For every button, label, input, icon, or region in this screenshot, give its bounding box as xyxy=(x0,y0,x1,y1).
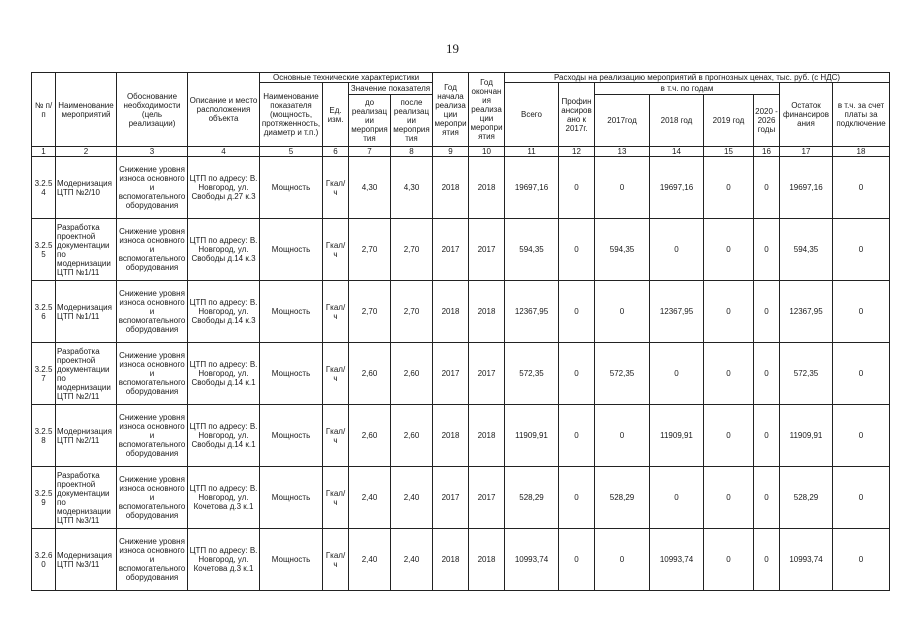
cell-y2017: 0 xyxy=(595,405,650,467)
column-number-row xyxy=(32,147,890,157)
cell-location: ЦТП по адресу: В. Новгород, ул. Кочетова д.3 к.1 xyxy=(188,529,260,591)
header-tech: Основные технические характеристики xyxy=(260,73,433,83)
cell-after: 2,60 xyxy=(391,405,433,467)
col-number: 10 xyxy=(469,147,505,157)
col-number: 8 xyxy=(391,147,433,157)
header-location: Описание и место расположения объекта xyxy=(188,73,260,147)
cell-y2019: 0 xyxy=(704,405,754,467)
table-row xyxy=(32,467,890,529)
cell-before: 2,40 xyxy=(349,467,391,529)
cell-funded: 0 xyxy=(559,219,595,281)
col-number: 2 xyxy=(56,147,117,157)
cell-start: 2018 xyxy=(433,529,469,591)
col-number: 5 xyxy=(260,147,323,157)
table-row xyxy=(32,529,890,591)
header-name: Наименование мероприятий xyxy=(56,73,117,147)
header-reason: Обоснование необходимости (цель реализации) xyxy=(117,73,188,147)
cell-y2018: 10993,74 xyxy=(650,529,704,591)
cell-n: 3.2.59 xyxy=(32,467,56,529)
col-number: 4 xyxy=(188,147,260,157)
cell-start: 2017 xyxy=(433,219,469,281)
table-body xyxy=(32,157,890,591)
cell-name: Модернизация ЦТП №1/11 xyxy=(56,281,117,343)
cell-fee: 0 xyxy=(833,157,890,219)
cell-total: 594,35 xyxy=(505,219,559,281)
cell-end: 2018 xyxy=(469,405,505,467)
cell-location: ЦТП по адресу: В. Новгород, ул. Свободы д.27 к.3 xyxy=(188,157,260,219)
col-number: 17 xyxy=(780,147,833,157)
header-unit: Ед. изм. xyxy=(323,83,349,147)
cell-y2020: 0 xyxy=(754,529,780,591)
cell-total: 11909,91 xyxy=(505,405,559,467)
cell-total: 10993,74 xyxy=(505,529,559,591)
cell-fee: 0 xyxy=(833,467,890,529)
cell-reason: Снижение уровня износа основного и вспомогательного оборудования xyxy=(117,467,188,529)
header-by-years: в т.ч. по годам xyxy=(595,83,780,95)
cell-end: 2018 xyxy=(469,529,505,591)
cell-y2018: 12367,95 xyxy=(650,281,704,343)
cell-end: 2017 xyxy=(469,467,505,529)
cell-name: Модернизация ЦТП №3/11 xyxy=(56,529,117,591)
cell-remain: 12367,95 xyxy=(780,281,833,343)
header-funded: Профинансировано к 2017г. xyxy=(559,83,595,147)
cell-start: 2017 xyxy=(433,467,469,529)
cell-after: 2,40 xyxy=(391,529,433,591)
cell-fee: 0 xyxy=(833,281,890,343)
cell-n: 3.2.54 xyxy=(32,157,56,219)
table-row xyxy=(32,281,890,343)
cell-y2019: 0 xyxy=(704,281,754,343)
cell-total: 12367,95 xyxy=(505,281,559,343)
cell-n: 3.2.57 xyxy=(32,343,56,405)
cell-y2017: 0 xyxy=(595,157,650,219)
cell-reason: Снижение уровня износа основного и вспомогательного оборудования xyxy=(117,219,188,281)
cell-funded: 0 xyxy=(559,529,595,591)
cell-param: Мощность xyxy=(260,343,323,405)
cell-reason: Снижение уровня износа основного и вспомогательного оборудования xyxy=(117,405,188,467)
col-number: 6 xyxy=(323,147,349,157)
cell-y2019: 0 xyxy=(704,157,754,219)
cell-before: 2,60 xyxy=(349,405,391,467)
cell-fee: 0 xyxy=(833,343,890,405)
cell-reason: Снижение уровня износа основного и вспомогательного оборудования xyxy=(117,343,188,405)
cell-unit: Гкал/ч xyxy=(323,529,349,591)
cell-y2017: 594,35 xyxy=(595,219,650,281)
cell-after: 2,70 xyxy=(391,219,433,281)
cell-remain: 11909,91 xyxy=(780,405,833,467)
table-row xyxy=(32,405,890,467)
header-y2020: 2020 - 2026 годы xyxy=(754,95,780,147)
cell-reason: Снижение уровня износа основного и вспомогательного оборудования xyxy=(117,529,188,591)
header-start: Год начала реализации мероприятия xyxy=(433,73,469,147)
cell-before: 2,70 xyxy=(349,281,391,343)
cell-param: Мощность xyxy=(260,157,323,219)
col-number: 18 xyxy=(833,147,890,157)
header-fee: в т.ч. за счет платы за подключение xyxy=(833,83,890,147)
cell-n: 3.2.58 xyxy=(32,405,56,467)
cell-remain: 19697,16 xyxy=(780,157,833,219)
page-number: 19 xyxy=(446,41,459,56)
header-after: после реализации мероприятия xyxy=(391,95,433,147)
header-costs: Расходы на реализацию мероприятий в прогнозных ценах, тыс. руб. (с НДС) xyxy=(505,73,890,83)
cell-y2019: 0 xyxy=(704,219,754,281)
cell-y2017: 0 xyxy=(595,529,650,591)
col-number: 15 xyxy=(704,147,754,157)
header-remain: Остаток финансирования xyxy=(780,83,833,147)
col-number: 13 xyxy=(595,147,650,157)
cell-y2020: 0 xyxy=(754,343,780,405)
cell-param: Мощность xyxy=(260,219,323,281)
header-param-name: Наименование показателя (мощность, протяженность, диаметр и т.п.) xyxy=(260,83,323,147)
col-number: 1 xyxy=(32,147,56,157)
cell-y2020: 0 xyxy=(754,219,780,281)
cell-location: ЦТП по адресу: В. Новгород, ул. Свободы д.14 к.1 xyxy=(188,405,260,467)
cell-n: 3.2.56 xyxy=(32,281,56,343)
col-number: 11 xyxy=(505,147,559,157)
cell-location: ЦТП по адресу: В. Новгород, ул. Свободы д.14 к.1 xyxy=(188,343,260,405)
investment-table xyxy=(31,72,890,591)
col-number: 14 xyxy=(650,147,704,157)
cell-total: 19697,16 xyxy=(505,157,559,219)
cell-name: Разработка проектной документации по модернизации ЦТП №1/11 xyxy=(56,219,117,281)
cell-after: 2,60 xyxy=(391,343,433,405)
cell-start: 2018 xyxy=(433,281,469,343)
cell-end: 2018 xyxy=(469,281,505,343)
cell-after: 2,40 xyxy=(391,467,433,529)
cell-before: 4,30 xyxy=(349,157,391,219)
cell-y2018: 19697,16 xyxy=(650,157,704,219)
cell-n: 3.2.55 xyxy=(32,219,56,281)
cell-y2018: 0 xyxy=(650,219,704,281)
cell-fee: 0 xyxy=(833,219,890,281)
header-value: Значение показателя xyxy=(349,83,433,95)
cell-param: Мощность xyxy=(260,281,323,343)
cell-location: ЦТП по адресу: В. Новгород, ул. Свободы д.14 к.3 xyxy=(188,219,260,281)
cell-n: 3.2.60 xyxy=(32,529,56,591)
cell-start: 2018 xyxy=(433,157,469,219)
cell-unit: Гкал/ч xyxy=(323,405,349,467)
cell-unit: Гкал/ч xyxy=(323,281,349,343)
cell-y2019: 0 xyxy=(704,343,754,405)
col-number: 3 xyxy=(117,147,188,157)
header-total: Всего xyxy=(505,83,559,147)
cell-unit: Гкал/ч xyxy=(323,467,349,529)
col-number: 12 xyxy=(559,147,595,157)
header-n: № п/п xyxy=(32,73,56,147)
cell-total: 528,29 xyxy=(505,467,559,529)
cell-y2020: 0 xyxy=(754,467,780,529)
cell-name: Разработка проектной документации по модернизации ЦТП №3/11 xyxy=(56,467,117,529)
cell-remain: 572,35 xyxy=(780,343,833,405)
header-y2017: 2017год xyxy=(595,95,650,147)
cell-remain: 528,29 xyxy=(780,467,833,529)
cell-start: 2017 xyxy=(433,343,469,405)
cell-y2019: 0 xyxy=(704,467,754,529)
cell-start: 2018 xyxy=(433,405,469,467)
cell-y2018: 0 xyxy=(650,467,704,529)
header-end: Год окончания реализации мероприятия xyxy=(469,73,505,147)
header-before: до реализации мероприятия xyxy=(349,95,391,147)
cell-y2018: 0 xyxy=(650,343,704,405)
cell-funded: 0 xyxy=(559,343,595,405)
cell-funded: 0 xyxy=(559,281,595,343)
header-y2018: 2018 год xyxy=(650,95,704,147)
cell-end: 2018 xyxy=(469,157,505,219)
cell-y2017: 572,35 xyxy=(595,343,650,405)
cell-y2017: 0 xyxy=(595,281,650,343)
table-row xyxy=(32,157,890,219)
cell-funded: 0 xyxy=(559,467,595,529)
cell-funded: 0 xyxy=(559,405,595,467)
cell-before: 2,40 xyxy=(349,529,391,591)
cell-param: Мощность xyxy=(260,405,323,467)
cell-end: 2017 xyxy=(469,219,505,281)
col-number: 16 xyxy=(754,147,780,157)
cell-fee: 0 xyxy=(833,405,890,467)
cell-reason: Снижение уровня износа основного и вспомогательного оборудования xyxy=(117,281,188,343)
cell-name: Разработка проектной документации по модернизации ЦТП №2/11 xyxy=(56,343,117,405)
cell-y2020: 0 xyxy=(754,405,780,467)
col-number: 9 xyxy=(433,147,469,157)
cell-unit: Гкал/ч xyxy=(323,219,349,281)
cell-name: Модернизация ЦТП №2/10 xyxy=(56,157,117,219)
header-y2019: 2019 год xyxy=(704,95,754,147)
cell-param: Мощность xyxy=(260,529,323,591)
cell-before: 2,60 xyxy=(349,343,391,405)
cell-remain: 10993,74 xyxy=(780,529,833,591)
cell-y2020: 0 xyxy=(754,157,780,219)
cell-y2020: 0 xyxy=(754,281,780,343)
cell-location: ЦТП по адресу: В. Новгород, ул. Свободы д.14 к.3 xyxy=(188,281,260,343)
table-row xyxy=(32,219,890,281)
cell-location: ЦТП по адресу: В. Новгород, ул. Кочетова д.3 к.1 xyxy=(188,467,260,529)
cell-param: Мощность xyxy=(260,467,323,529)
table-header xyxy=(32,73,890,157)
cell-y2019: 0 xyxy=(704,529,754,591)
cell-funded: 0 xyxy=(559,157,595,219)
table-row xyxy=(32,343,890,405)
cell-reason: Снижение уровня износа основного и вспомогательного оборудования xyxy=(117,157,188,219)
cell-before: 2,70 xyxy=(349,219,391,281)
cell-end: 2017 xyxy=(469,343,505,405)
cell-unit: Гкал/ч xyxy=(323,157,349,219)
col-number: 7 xyxy=(349,147,391,157)
cell-y2018: 11909,91 xyxy=(650,405,704,467)
cell-name: Модернизация ЦТП №2/11 xyxy=(56,405,117,467)
cell-after: 4,30 xyxy=(391,157,433,219)
cell-fee: 0 xyxy=(833,529,890,591)
cell-after: 2,70 xyxy=(391,281,433,343)
cell-remain: 594,35 xyxy=(780,219,833,281)
cell-y2017: 528,29 xyxy=(595,467,650,529)
cell-total: 572,35 xyxy=(505,343,559,405)
cell-unit: Гкал/ч xyxy=(323,343,349,405)
